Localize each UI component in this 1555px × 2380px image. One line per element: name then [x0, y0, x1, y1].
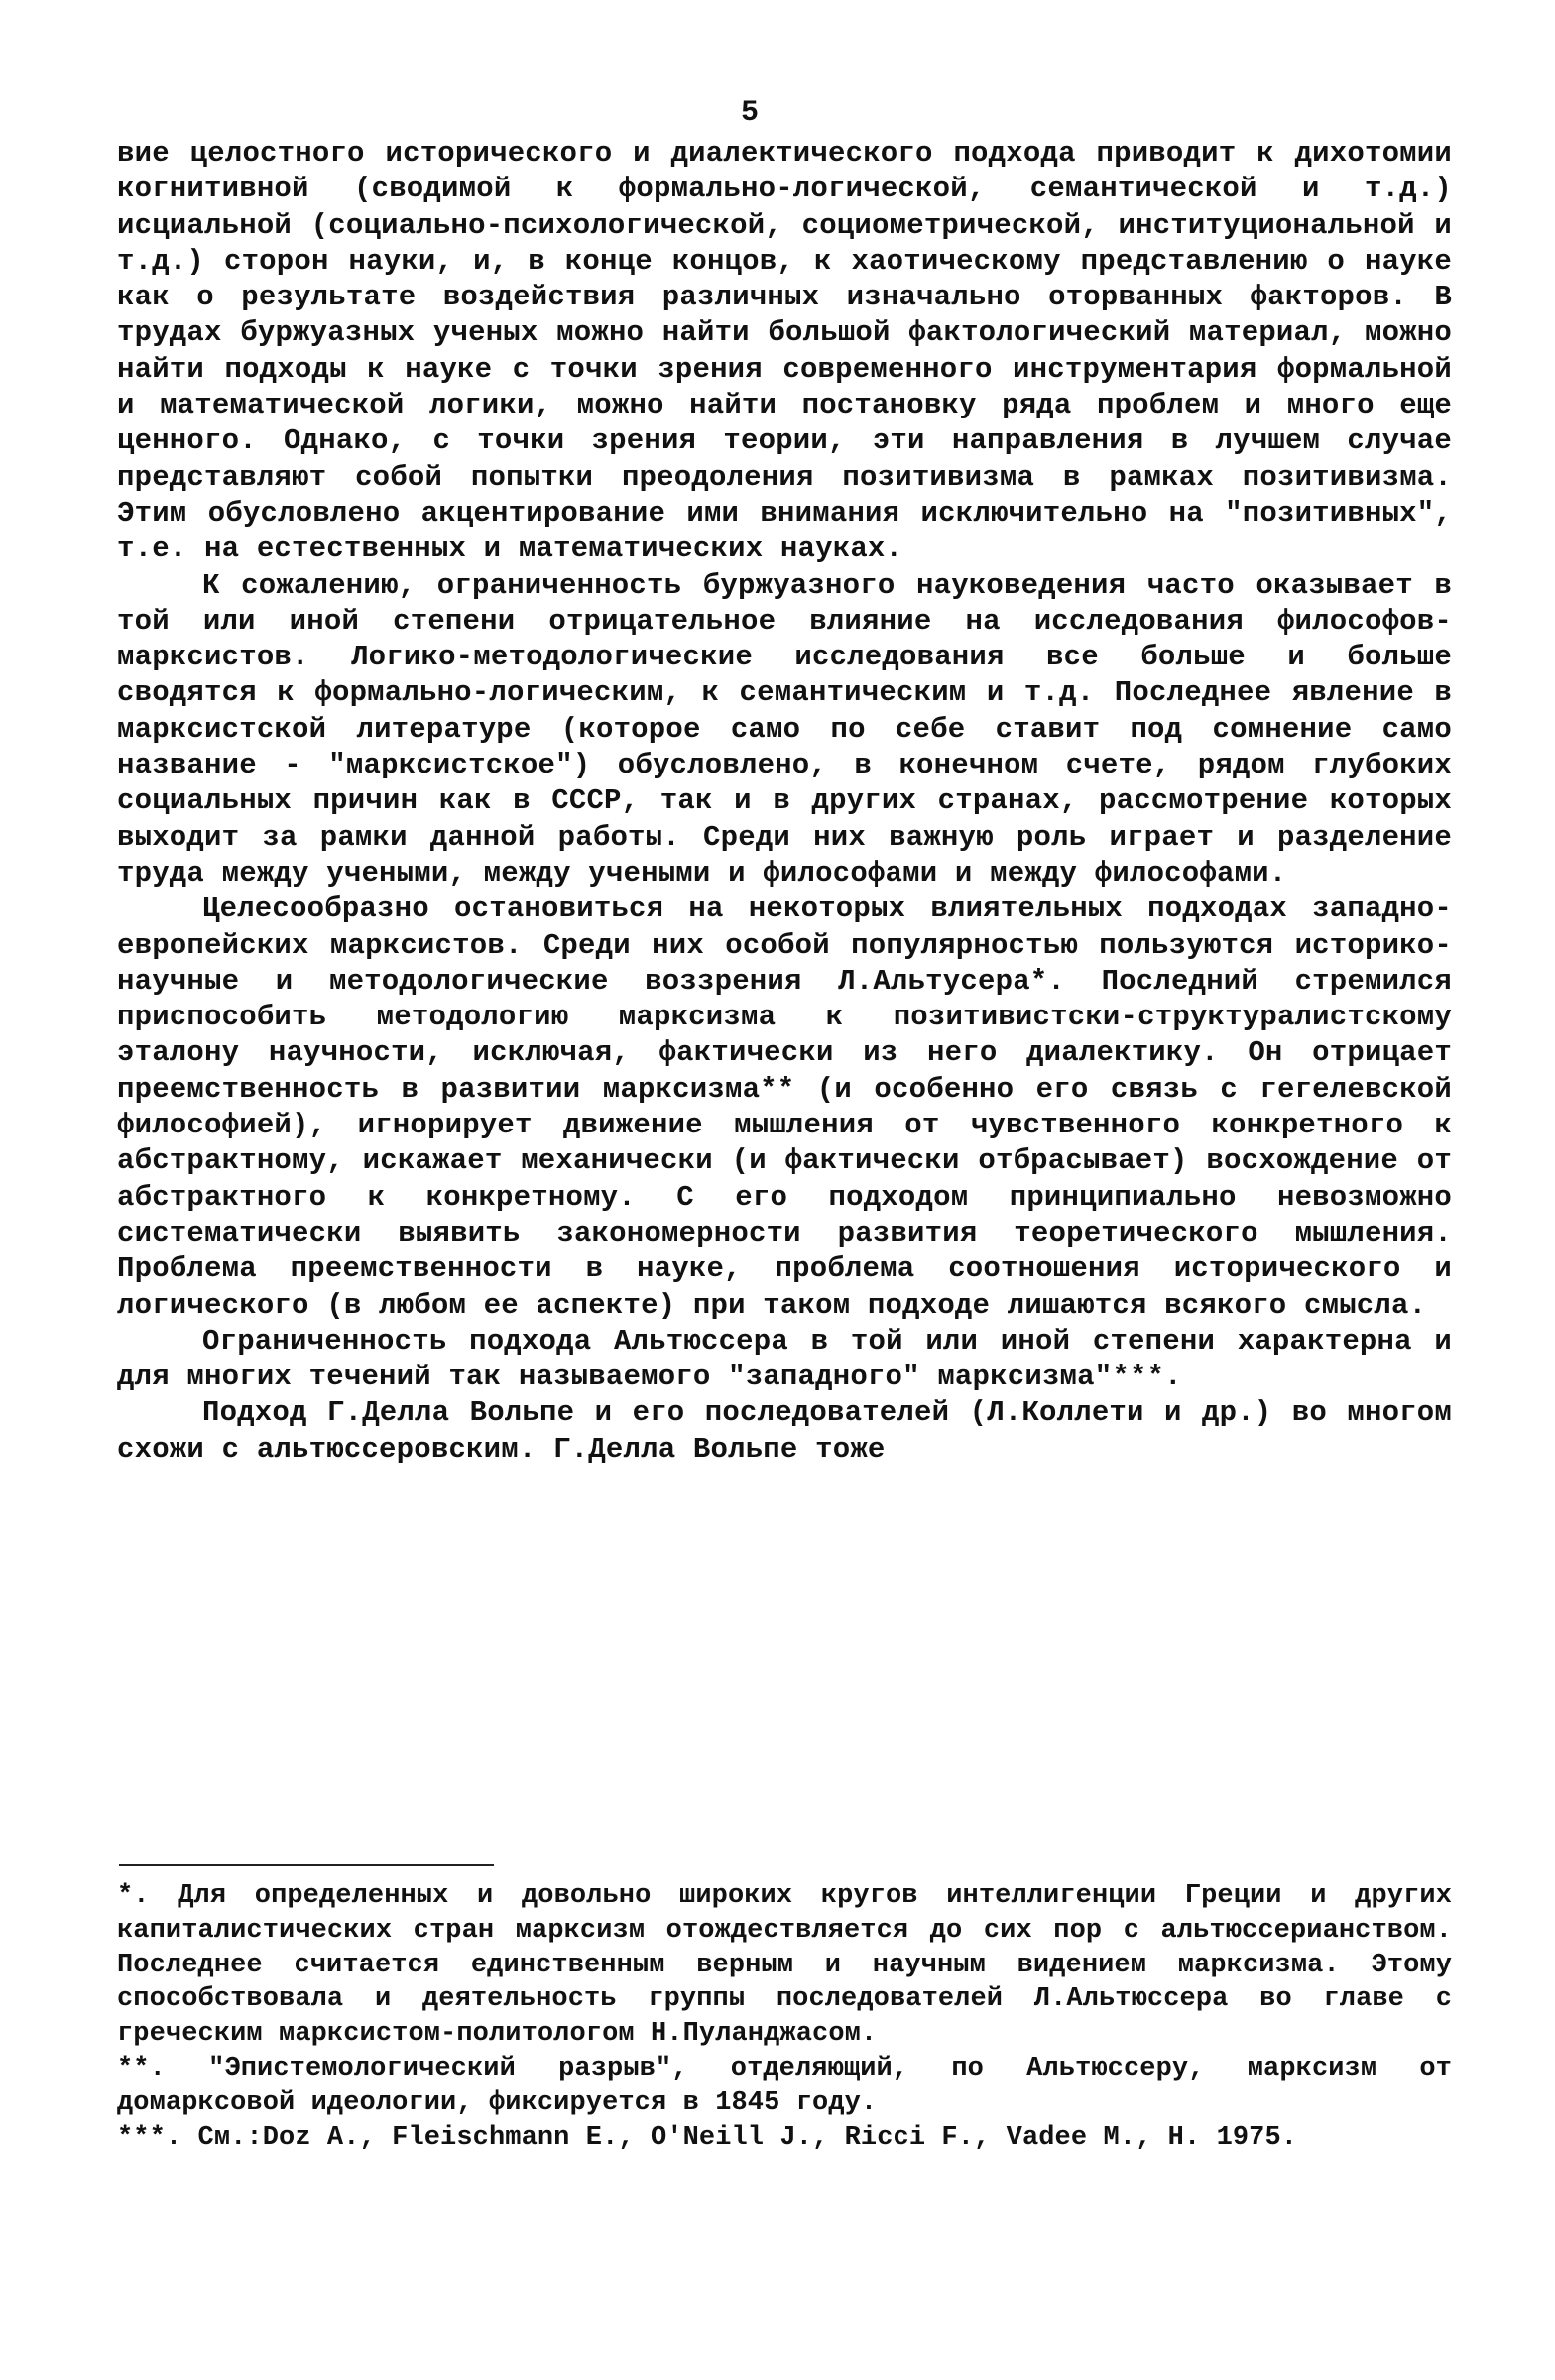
paragraph-1: вие целостного исторического и диалектического подхода приводит к дихотомии когнитивной (сводимой к формально-логической, семантической и т.д.) исциальной (социально-психологической, социометрической, институциональной и т.д.) сторон науки, и, в конце концов, к хаотическому представлению о науке как о результате воздействия различных изначально оторванных факторов. В трудах буржуазных ученых можно найти большой фактологический материал, можно найти подходы к науке с точки зрения современного инструментария формальной и математической логики, можно найти постановку ряда проблем и много еще ценного. Однако, с точки зрения теории, эти направления в лучшем случае представляют собой попытки преодоления позитивизма в рамках позитивизма. Этим обусловлено акцентирование ими внимания исключительно на "позитивных", т.е. на естественных и математических науках.: [117, 137, 1452, 566]
paragraph-2: К сожалению, ограниченность буржуазного науковедения часто оказывает в той или иной степени отрицательное влияние на исследования философов-марксистов. Логико-методологические исследования все больше и больше сводятся к формально-логическим, к семантическим и т.д. Последнее явление в марксистской литературе (которое само по себе ставит под сомнение само название - "марксистское") обусловлено, в конечном счете, рядом глубоких социальных причин как в СССР, так и в других странах, рассмотрение которых выходит за рамки данной работы. Среди них важную роль играет и разделение труда между учеными, между учеными и философами и между философами.: [117, 568, 1452, 890]
page-number: 5: [740, 96, 759, 130]
footnote-1: *. Для определенных и довольно широких кругов интеллигенции Греции и других капиталистических стран марксизм отождествляется до сих пор с альтюссерианством. Последнее считается единственным верным и научным видением марксизма. Этому способствовала и деятельность группы последователей Л.Альтюссера во главе с греческим марксистом-политологом Н.Пуланджасом.: [117, 1881, 1452, 2050]
main-text: [117, 136, 1452, 1468]
footnote-2: **. "Эпистемологический разрыв", отделяющий, по Альтюссеру, марксизм от домарксовой идеологии, фиксируется в 1845 году.: [117, 2053, 1452, 2118]
paragraph-5: Подход Г.Делла Вольпе и его последователей (Л.Коллети и др.) во многом схожи с альтюссеровским. Г.Делла Вольпе тоже: [117, 1396, 1452, 1466]
footnote-divider: [119, 1864, 494, 1866]
paragraph-4: Ограниченность подхода Альтюссера в той или иной степени характерна и для многих течений так называемого "западного" марксизма"***.: [117, 1324, 1452, 1394]
footnote-3: ***. См.:Doz A., Fleischmann E., O'Neill J., Ricci F., Vadee M., H. 1975.: [117, 2122, 1298, 2153]
footnotes: [117, 1879, 1452, 2155]
paragraph-3: Целесообразно остановиться на некоторых влиятельных подходах западно-европейских марксистов. Среди них особой популярностью пользуются историко-научные и методологические воззрения Л.Альтусера*. Последний стремился приспособить методологию марксизма к позитивистски-структуралистскому эталону научности, исключая, фактически из него диалектику. Он отрицает преемственность в развитии марксизма** (и особенно его связь с гегелевской философией), игнорирует движение мышления от чувственного конкретного к абстрактному, искажает механически (и фактически отбрасывает) восхождение от абстрактного к конкретному. С его подходом принципиально невозможно систематически выявить закономерности развития теоретического мышления. Проблема преемственности в науке, проблема соотношения исторического и логического (в любом ее аспекте) при таком подходе лишаются всякого смысла.: [117, 892, 1452, 1322]
